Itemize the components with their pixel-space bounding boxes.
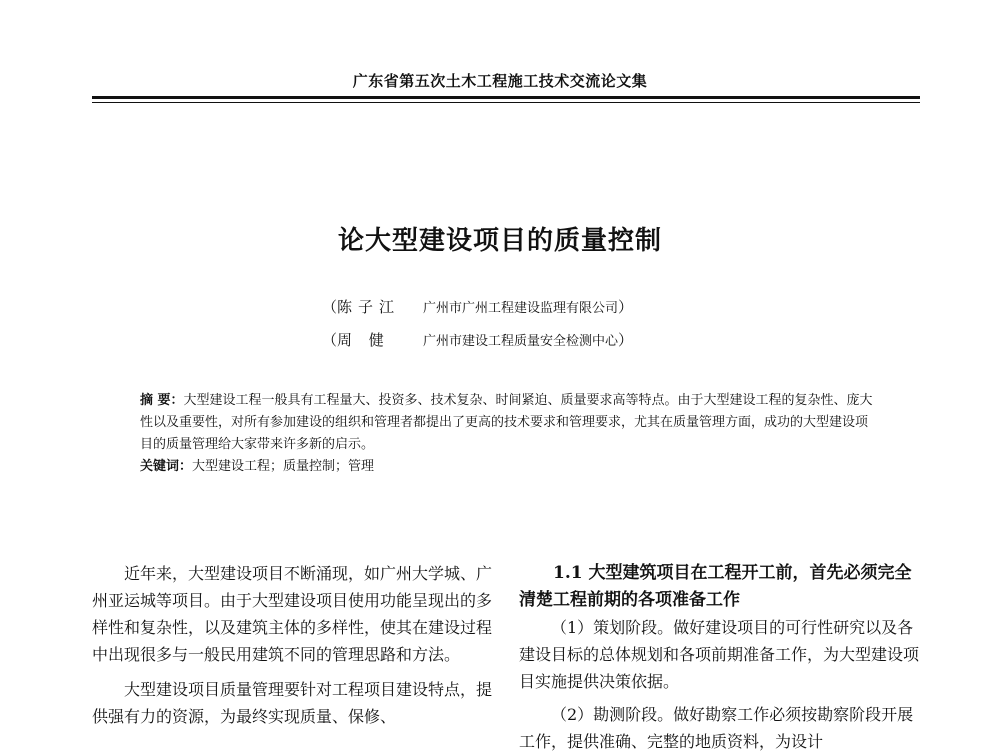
abstract-text: 大型建设工程一般具有工程量大、投资多、技术复杂、时间紧迫、质量要求高等特点。由于大型建设工程的复杂性、庞大性以及重要性，对所有参加建设的组织和管理者都提出了更高的技术要求和管理要求，尤其在质量管理方面，成功的大型建设项目的质量管理给大家带来许多新的启示。 (140, 393, 873, 452)
header-rule-thin (92, 102, 920, 103)
author-paren-close: ） (618, 298, 634, 316)
abstract-label: 摘 要： (140, 393, 184, 408)
abstract-block (140, 390, 876, 478)
body-left-column (92, 560, 492, 730)
paper-title: 论大型建设项目的质量控制 (337, 226, 662, 256)
author-paren-open: （ (322, 298, 338, 316)
body-right-column (519, 560, 921, 755)
body-paragraph: （1）策划阶段。做好建设项目的可行性研究以及各建设目标的总体规划和各项前期准备工作，为大型建设项目实施提供决策依据。 (519, 618, 920, 691)
author-paren-open: （ (322, 331, 338, 349)
body-paragraph: 近年来，大型建设项目不断涌现，如广州大学城、广州亚运城等项目。由于大型建设项目使用功能呈现出的多样性和复杂性，以及建筑主体的多样性，使其在建设过程中出现很多与一般民用建筑不同的管理思路和方法。 (92, 564, 493, 664)
keywords-text: 大型建设工程；质量控制；管理 (192, 459, 375, 474)
section-heading: 1.1 大型建筑项目在工程开工前，首先必须完全清楚工程前期的各项准备工作 (519, 563, 912, 610)
author-line-2 (322, 329, 633, 350)
keywords-line (140, 456, 876, 478)
author-paren-close: ） (618, 331, 634, 349)
author-affiliation: 广州市建设工程质量安全检测中心 (423, 334, 619, 349)
body-paragraph: （2）勘测阶段。做好勘察工作必须按勘察阶段开展工作，提供准确、完整的地质资料，为设计 (519, 705, 914, 751)
author-name: 陈子江 (337, 298, 401, 316)
author-line-1 (322, 296, 633, 317)
keywords-label: 关键词： (140, 459, 193, 474)
body-paragraph: 大型建设项目质量管理要针对工程项目建设特点，提供强有力的资源，为最终实现质量、保修、 (92, 680, 493, 726)
journal-header: 广东省第五次土木工程施工技术交流论文集 (352, 72, 648, 90)
author-name: 周 健 (337, 331, 390, 349)
abstract-paragraph (140, 390, 876, 456)
author-affiliation: 广州市广州工程建设监理有限公司 (423, 301, 619, 316)
header-rule-thick (92, 96, 920, 99)
